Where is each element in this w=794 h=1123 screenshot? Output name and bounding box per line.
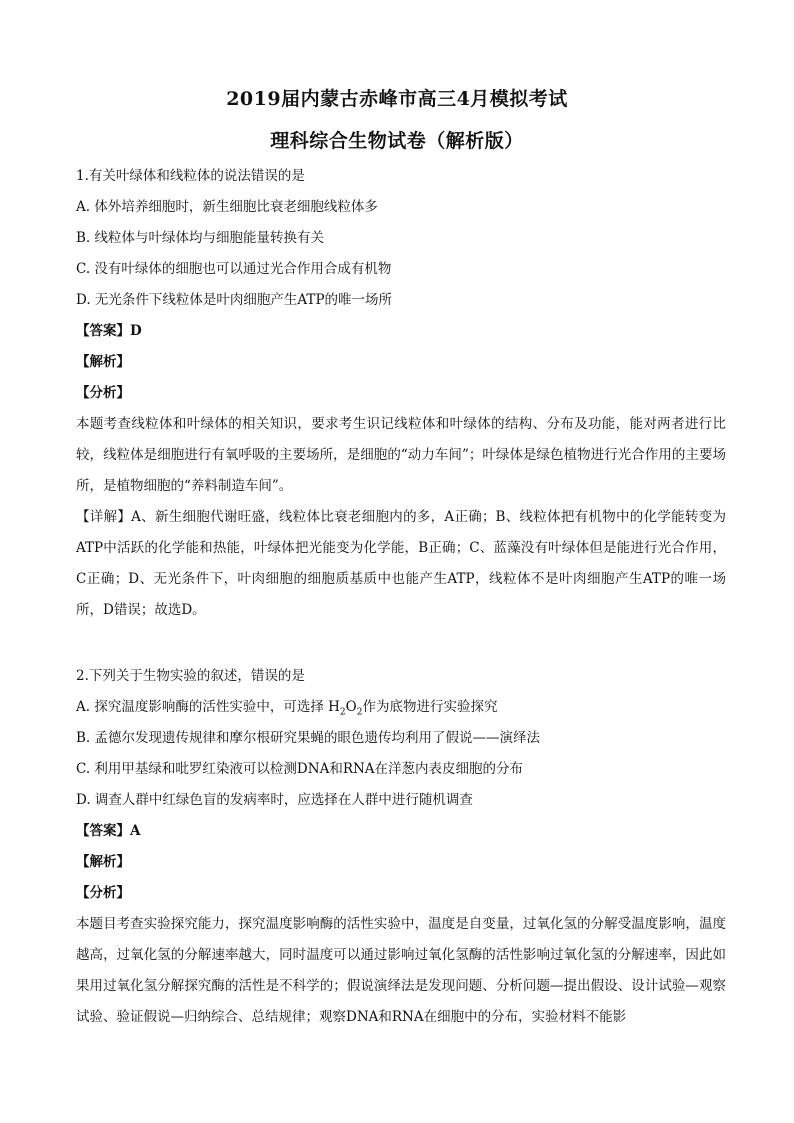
q2-answer: 【答案】A [76,823,141,839]
q2-option-d: D. 调查人群中红绿色盲的发病率时，应选择在人群中进行随机调查 [76,792,473,808]
q2-fenxi-text: 本题目考查实验探究能力，探究温度影响酶的活性实验中，温度是自变量，过氧化氢的分解受温度影响，温度越高，过氧化氢的分解速率越大，同时温度可以通过影响过氧化氢酶的活性影响过氧化氢的分解速率，因此如果用过氧化氢分解探究酶的活性是不科学的；假说演绎法是发现问题、分析问题—提出假设、设计试验—观察试验、验证假说—归纳综合、总结规律；观察DNA和RNA在细胞中的分布，实验材料不能影 [76,916,726,1025]
document-subtitle: 理科综合生物试卷（解析版） [270,130,524,152]
q2-option-a-post: 作为底物进行实验探究 [362,699,498,715]
document-title: 2019届内蒙古赤峰市高三4月模拟考试 [226,88,568,110]
q1-analysis-heading: 【解析】 [76,354,130,370]
q1-detail-text: 【详解】A、新生细胞代谢旺盛，线粒体比衰老细胞内的多，A正确；B、线粒体把有机物中的化学能转变为ATP中活跃的化学能和热能，叶绿体把光能变为化学能，B正确；C、蓝藻没有叶绿体但是能进行光合作用，C正确；D、无光条件下，叶肉细胞的细胞质基质中也能产生ATP，线粒体不是叶肉细胞产生ATP的唯一场所，D错误；故选D。 [76,509,726,618]
q1-answer: 【答案】D [76,323,142,339]
q2-option-a-sub1: 2 [339,707,346,718]
q2-option-a-mid: O [345,699,357,715]
q1-option-c: C. 没有叶绿体的细胞也可以通过光合作用合成有机物 [76,261,392,277]
q1-option-a: A. 体外培养细胞时，新生细胞比衰老细胞线粒体多 [76,199,378,215]
q1-fenxi-text: 本题考查线粒体和叶绿体的相关知识，要求考生识记线粒体和叶绿体的结构、分布及功能，能对两者进行比较，线粒体是细胞进行有氧呼吸的主要场所，是细胞的“动力车间”；叶绿体是绿色植物进行光合作用的主要场所，是植物细胞的“养料制造车间”。 [76,416,726,494]
q2-stem: 2.下列关于生物实验的叙述，错误的是 [76,668,305,684]
q1-option-b: B. 线粒体与叶绿体均与细胞能量转换有关 [76,230,325,246]
q2-option-b: B. 孟德尔发现遗传规律和摩尔根研究果蝇的眼色遗传均利用了假说——演绎法 [76,730,541,746]
q1-option-d: D. 无光条件下线粒体是叶肉细胞产生ATP的唯一场所 [76,292,393,308]
q2-fenxi-heading: 【分析】 [76,885,130,901]
q2-option-c: C. 利用甲基绿和吡罗红染液可以检测DNA和RNA在洋葱内表皮细胞的分布 [76,761,524,777]
q2-option-a-pre: A. 探究温度影响酶的活性实验中，可选择 H [76,699,340,715]
q2-option-a-sub2: 2 [356,707,363,718]
q1-fenxi-heading: 【分析】 [76,385,130,401]
q2-analysis-heading: 【解析】 [76,854,130,870]
q2-option-a [76,697,497,723]
q1-stem: 1.有关叶绿体和线粒体的说法错误的是 [76,168,305,184]
